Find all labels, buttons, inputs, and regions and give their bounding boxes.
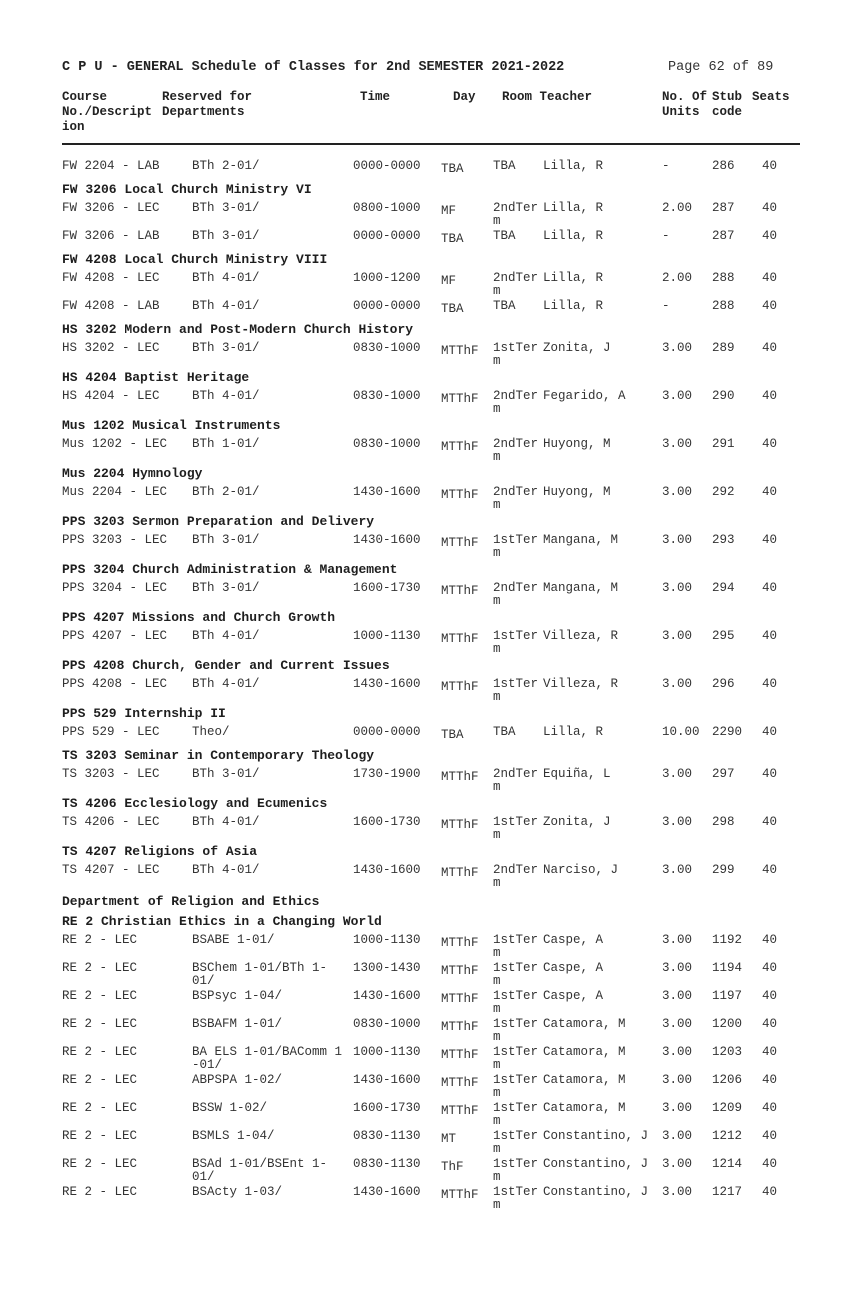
- cell-teacher: Huyong, M: [543, 485, 611, 499]
- cell-teacher: Caspe, A: [543, 961, 604, 975]
- cell-course: Mus 2204 - LEC: [62, 485, 168, 499]
- cell-course: RE 2 - LEC: [62, 1017, 138, 1031]
- cell-stub: 293: [712, 533, 735, 547]
- cell-units: 3.00: [662, 767, 693, 781]
- section-heading: TS 3203 Seminar in Contemporary Theology: [62, 748, 375, 763]
- cell-course: RE 2 - LEC: [62, 1101, 138, 1115]
- cell-teacher: Villeza, R: [543, 629, 619, 643]
- cell-room: 1stTer m: [493, 677, 539, 704]
- cell-units: -: [662, 299, 670, 313]
- cell-reserved: BSMLS 1-04/: [192, 1129, 275, 1143]
- cell-seats: 40: [762, 1129, 778, 1143]
- cell-day: MTThF: [441, 1048, 479, 1062]
- cell-room: 1stTer m: [493, 1185, 539, 1212]
- cell-teacher: Lilla, R: [543, 271, 604, 285]
- cell-reserved: BTh 3-01/: [192, 581, 260, 595]
- cell-course: TS 4207 - LEC: [62, 863, 160, 877]
- cell-reserved: BTh 4-01/: [192, 677, 260, 691]
- cell-teacher: Constantino, J: [543, 1157, 649, 1171]
- cell-course: RE 2 - LEC: [62, 1129, 138, 1143]
- cell-seats: 40: [762, 815, 778, 829]
- cell-reserved: BTh 1-01/: [192, 437, 260, 451]
- cell-stub: 1214: [712, 1157, 743, 1171]
- cell-teacher: Catamora, M: [543, 1045, 626, 1059]
- cell-room: 1stTer m: [493, 629, 539, 656]
- cell-units: -: [662, 159, 670, 173]
- cell-day: TBA: [441, 728, 464, 742]
- cell-time: 1430-1600: [353, 1073, 421, 1087]
- cell-seats: 40: [762, 961, 778, 975]
- cell-teacher: Catamora, M: [543, 1101, 626, 1115]
- cell-time: 1430-1600: [353, 863, 421, 877]
- cell-room: 2ndTer m: [493, 201, 539, 228]
- cell-day: MTThF: [441, 936, 479, 950]
- cell-day: MTThF: [441, 1076, 479, 1090]
- cell-units: 2.00: [662, 201, 693, 215]
- cell-reserved: BTh 3-01/: [192, 767, 260, 781]
- cell-stub: 287: [712, 201, 735, 215]
- cell-reserved: ABPSPA 1-02/: [192, 1073, 283, 1087]
- cell-units: 3.00: [662, 961, 693, 975]
- cell-seats: 40: [762, 677, 778, 691]
- cell-day: MF: [441, 204, 457, 218]
- cell-time: 1000-1130: [353, 1045, 421, 1059]
- cell-course: TS 4206 - LEC: [62, 815, 160, 829]
- cell-seats: 40: [762, 1157, 778, 1171]
- cell-seats: 40: [762, 229, 778, 243]
- cell-teacher: Lilla, R: [543, 299, 604, 313]
- cell-day: MTThF: [441, 992, 479, 1006]
- cell-units: 3.00: [662, 1129, 693, 1143]
- cell-course: PPS 3203 - LEC: [62, 533, 168, 547]
- cell-room: 2ndTer m: [493, 437, 539, 464]
- cell-day: MTThF: [441, 1020, 479, 1034]
- cell-seats: 40: [762, 159, 778, 173]
- cell-teacher: Lilla, R: [543, 159, 604, 173]
- cell-stub: 286: [712, 159, 735, 173]
- section-heading: PPS 3203 Sermon Preparation and Delivery: [62, 514, 375, 529]
- cell-seats: 40: [762, 341, 778, 355]
- cell-stub: 298: [712, 815, 735, 829]
- cell-reserved: BA ELS 1-01/BAComm 1 -01/: [192, 1045, 343, 1072]
- cell-room: 1stTer m: [493, 961, 539, 988]
- cell-teacher: Fegarido, A: [543, 389, 626, 403]
- cell-day: MTThF: [441, 584, 479, 598]
- cell-time: 1430-1600: [353, 485, 421, 499]
- cell-room: 1stTer m: [493, 1045, 539, 1072]
- cell-course: FW 4208 - LEC: [62, 271, 160, 285]
- cell-units: 3.00: [662, 1045, 693, 1059]
- cell-course: TS 3203 - LEC: [62, 767, 160, 781]
- cell-time: 0800-1000: [353, 201, 421, 215]
- section-heading: PPS 3204 Church Administration & Management: [62, 562, 398, 577]
- cell-reserved: BSSW 1-02/: [192, 1101, 268, 1115]
- cell-time: 0000-0000: [353, 725, 421, 739]
- cell-reserved: BTh 3-01/: [192, 201, 260, 215]
- cell-course: HS 3202 - LEC: [62, 341, 160, 355]
- cell-stub: 1192: [712, 933, 743, 947]
- cell-time: 1430-1600: [353, 1185, 421, 1199]
- cell-time: 1600-1730: [353, 815, 421, 829]
- cell-stub: 290: [712, 389, 735, 403]
- cell-room: 1stTer m: [493, 1157, 539, 1184]
- cell-seats: 40: [762, 989, 778, 1003]
- cell-time: 1300-1430: [353, 961, 421, 975]
- cell-reserved: BTh 3-01/: [192, 341, 260, 355]
- cell-teacher: Zonita, J: [543, 815, 611, 829]
- column-header-seats: Seats: [752, 90, 790, 104]
- cell-course: RE 2 - LEC: [62, 961, 138, 975]
- cell-time: 1000-1200: [353, 271, 421, 285]
- cell-day: MTThF: [441, 866, 479, 880]
- cell-units: 3.00: [662, 533, 693, 547]
- section-heading: HS 3202 Modern and Post-Modern Church History: [62, 322, 414, 337]
- section-heading: PPS 4208 Church, Gender and Current Issues: [62, 658, 390, 673]
- cell-course: FW 3206 - LAB: [62, 229, 160, 243]
- cell-room: TBA: [493, 229, 516, 243]
- cell-room: TBA: [493, 159, 516, 173]
- cell-reserved: BSPsyc 1-04/: [192, 989, 283, 1003]
- header-divider: [62, 143, 800, 145]
- cell-teacher: Constantino, J: [543, 1185, 649, 1199]
- section-heading: RE 2 Christian Ethics in a Changing World: [62, 914, 382, 929]
- cell-teacher: Mangana, M: [543, 533, 619, 547]
- cell-teacher: Villeza, R: [543, 677, 619, 691]
- cell-seats: 40: [762, 767, 778, 781]
- cell-room: 2ndTer m: [493, 389, 539, 416]
- cell-stub: 294: [712, 581, 735, 595]
- cell-time: 1730-1900: [353, 767, 421, 781]
- column-header-stub-code: Stub code: [712, 90, 743, 119]
- cell-day: MT: [441, 1132, 457, 1146]
- cell-stub: 1206: [712, 1073, 743, 1087]
- cell-stub: 297: [712, 767, 735, 781]
- cell-reserved: BTh 4-01/: [192, 271, 260, 285]
- cell-units: 3.00: [662, 815, 693, 829]
- cell-units: 3.00: [662, 1185, 693, 1199]
- cell-seats: 40: [762, 933, 778, 947]
- cell-day: MTThF: [441, 818, 479, 832]
- cell-stub: 1194: [712, 961, 743, 975]
- cell-units: 3.00: [662, 629, 693, 643]
- cell-course: HS 4204 - LEC: [62, 389, 160, 403]
- cell-time: 0830-1130: [353, 1129, 421, 1143]
- cell-stub: 2290: [712, 725, 743, 739]
- column-header-course: Course No./Descript ion: [62, 90, 153, 134]
- column-header-reserved-for: Reserved for Departments: [162, 90, 253, 119]
- cell-room: TBA: [493, 725, 516, 739]
- cell-stub: 296: [712, 677, 735, 691]
- section-heading: Department of Religion and Ethics: [62, 894, 320, 909]
- cell-units: 3.00: [662, 1017, 693, 1031]
- cell-stub: 1209: [712, 1101, 743, 1115]
- cell-reserved: BTh 4-01/: [192, 863, 260, 877]
- cell-course: PPS 3204 - LEC: [62, 581, 168, 595]
- cell-course: FW 3206 - LEC: [62, 201, 160, 215]
- cell-course: RE 2 - LEC: [62, 1157, 138, 1171]
- page-number: Page 62 of 89: [668, 60, 774, 75]
- cell-seats: 40: [762, 1101, 778, 1115]
- cell-stub: 295: [712, 629, 735, 643]
- cell-day: MTThF: [441, 536, 479, 550]
- cell-day: TBA: [441, 162, 464, 176]
- section-heading: TS 4206 Ecclesiology and Ecumenics: [62, 796, 328, 811]
- cell-room: 1stTer m: [493, 933, 539, 960]
- cell-teacher: Huyong, M: [543, 437, 611, 451]
- cell-time: 1000-1130: [353, 629, 421, 643]
- cell-time: 1430-1600: [353, 677, 421, 691]
- cell-seats: 40: [762, 1073, 778, 1087]
- cell-reserved: Theo/: [192, 725, 230, 739]
- cell-seats: 40: [762, 863, 778, 877]
- cell-room: 1stTer m: [493, 1129, 539, 1156]
- cell-time: 1430-1600: [353, 989, 421, 1003]
- cell-teacher: Zonita, J: [543, 341, 611, 355]
- cell-teacher: Catamora, M: [543, 1017, 626, 1031]
- cell-units: 3.00: [662, 485, 693, 499]
- cell-room: 1stTer m: [493, 1017, 539, 1044]
- cell-units: 3.00: [662, 677, 693, 691]
- cell-day: TBA: [441, 232, 464, 246]
- cell-day: MTThF: [441, 344, 479, 358]
- cell-room: 2ndTer m: [493, 581, 539, 608]
- cell-reserved: BSBAFM 1-01/: [192, 1017, 283, 1031]
- cell-units: 3.00: [662, 389, 693, 403]
- cell-day: ThF: [441, 1160, 464, 1174]
- cell-seats: 40: [762, 299, 778, 313]
- cell-units: 3.00: [662, 933, 693, 947]
- cell-course: FW 2204 - LAB: [62, 159, 160, 173]
- cell-stub: 287: [712, 229, 735, 243]
- section-heading: PPS 4207 Missions and Church Growth: [62, 610, 336, 625]
- cell-course: FW 4208 - LAB: [62, 299, 160, 313]
- cell-units: 2.00: [662, 271, 693, 285]
- section-heading: FW 4208 Local Church Ministry VIII: [62, 252, 328, 267]
- page-title: C P U - GENERAL Schedule of Classes for 2nd SEMESTER 2021-2022: [62, 60, 565, 75]
- cell-stub: 291: [712, 437, 735, 451]
- cell-seats: 40: [762, 485, 778, 499]
- cell-time: 0000-0000: [353, 229, 421, 243]
- cell-stub: 1203: [712, 1045, 743, 1059]
- section-heading: HS 4204 Baptist Heritage: [62, 370, 250, 385]
- cell-seats: 40: [762, 389, 778, 403]
- cell-units: 3.00: [662, 989, 693, 1003]
- cell-course: RE 2 - LEC: [62, 1073, 138, 1087]
- cell-stub: 292: [712, 485, 735, 499]
- cell-day: MTThF: [441, 488, 479, 502]
- cell-time: 0830-1000: [353, 1017, 421, 1031]
- cell-units: 3.00: [662, 341, 693, 355]
- cell-room: 2ndTer m: [493, 863, 539, 890]
- cell-units: -: [662, 229, 670, 243]
- cell-teacher: Mangana, M: [543, 581, 619, 595]
- section-heading: PPS 529 Internship II: [62, 706, 226, 721]
- cell-day: MTThF: [441, 1104, 479, 1118]
- cell-day: MTThF: [441, 964, 479, 978]
- cell-units: 3.00: [662, 581, 693, 595]
- cell-time: 0830-1000: [353, 341, 421, 355]
- column-header-units: No. Of Units: [662, 90, 708, 119]
- cell-reserved: BSAd 1-01/BSEnt 1- 01/: [192, 1157, 328, 1184]
- cell-room: 1stTer m: [493, 341, 539, 368]
- section-heading: Mus 2204 Hymnology: [62, 466, 203, 481]
- cell-units: 3.00: [662, 1073, 693, 1087]
- cell-course: RE 2 - LEC: [62, 1185, 138, 1199]
- cell-seats: 40: [762, 201, 778, 215]
- cell-time: 1600-1730: [353, 1101, 421, 1115]
- cell-reserved: BTh 4-01/: [192, 629, 260, 643]
- cell-reserved: BSChem 1-01/BTh 1- 01/: [192, 961, 328, 988]
- cell-day: MTThF: [441, 770, 479, 784]
- cell-day: MF: [441, 274, 457, 288]
- column-header-time: Time: [360, 90, 391, 104]
- cell-room: 2ndTer m: [493, 485, 539, 512]
- cell-reserved: BTh 4-01/: [192, 815, 260, 829]
- cell-time: 1000-1130: [353, 933, 421, 947]
- cell-time: 1600-1730: [353, 581, 421, 595]
- cell-time: 0830-1130: [353, 1157, 421, 1171]
- cell-room: 1stTer m: [493, 533, 539, 560]
- cell-teacher: Lilla, R: [543, 229, 604, 243]
- cell-reserved: BTh 2-01/: [192, 159, 260, 173]
- cell-teacher: Caspe, A: [543, 989, 604, 1003]
- cell-stub: 289: [712, 341, 735, 355]
- cell-course: RE 2 - LEC: [62, 989, 138, 1003]
- cell-stub: 1197: [712, 989, 743, 1003]
- cell-units: 3.00: [662, 1157, 693, 1171]
- cell-day: TBA: [441, 302, 464, 316]
- cell-time: 1430-1600: [353, 533, 421, 547]
- section-heading: FW 3206 Local Church Ministry VI: [62, 182, 312, 197]
- column-header-room-teacher: Room Teacher: [502, 90, 593, 104]
- cell-seats: 40: [762, 1017, 778, 1031]
- cell-seats: 40: [762, 581, 778, 595]
- cell-seats: 40: [762, 271, 778, 285]
- section-heading: TS 4207 Religions of Asia: [62, 844, 258, 859]
- cell-units: 3.00: [662, 1101, 693, 1115]
- cell-course: RE 2 - LEC: [62, 933, 138, 947]
- column-header-day: Day: [453, 90, 476, 104]
- cell-time: 0830-1000: [353, 437, 421, 451]
- cell-course: PPS 529 - LEC: [62, 725, 160, 739]
- cell-room: 1stTer m: [493, 1073, 539, 1100]
- cell-units: 3.00: [662, 863, 693, 877]
- cell-stub: 1200: [712, 1017, 743, 1031]
- cell-seats: 40: [762, 437, 778, 451]
- cell-stub: 288: [712, 271, 735, 285]
- cell-room: 1stTer m: [493, 1101, 539, 1128]
- cell-course: PPS 4208 - LEC: [62, 677, 168, 691]
- cell-teacher: Equiña, L: [543, 767, 611, 781]
- cell-room: 1stTer m: [493, 989, 539, 1016]
- section-heading: Mus 1202 Musical Instruments: [62, 418, 281, 433]
- cell-teacher: Catamora, M: [543, 1073, 626, 1087]
- cell-day: MTThF: [441, 632, 479, 646]
- cell-day: MTThF: [441, 392, 479, 406]
- cell-teacher: Lilla, R: [543, 725, 604, 739]
- cell-teacher: Narciso, J: [543, 863, 619, 877]
- cell-reserved: BSActy 1-03/: [192, 1185, 283, 1199]
- cell-teacher: Lilla, R: [543, 201, 604, 215]
- cell-room: 2ndTer m: [493, 271, 539, 298]
- cell-reserved: BSABE 1-01/: [192, 933, 275, 947]
- cell-seats: 40: [762, 533, 778, 547]
- cell-reserved: BTh 4-01/: [192, 389, 260, 403]
- cell-reserved: BTh 3-01/: [192, 229, 260, 243]
- cell-stub: 299: [712, 863, 735, 877]
- cell-seats: 40: [762, 1045, 778, 1059]
- cell-time: 0000-0000: [353, 159, 421, 173]
- cell-time: 0830-1000: [353, 389, 421, 403]
- cell-units: 3.00: [662, 437, 693, 451]
- cell-seats: 40: [762, 1185, 778, 1199]
- cell-seats: 40: [762, 629, 778, 643]
- cell-day: MTThF: [441, 680, 479, 694]
- cell-reserved: BTh 3-01/: [192, 533, 260, 547]
- cell-reserved: BTh 2-01/: [192, 485, 260, 499]
- cell-stub: 1212: [712, 1129, 743, 1143]
- cell-teacher: Caspe, A: [543, 933, 604, 947]
- cell-day: MTThF: [441, 440, 479, 454]
- cell-units: 10.00: [662, 725, 700, 739]
- cell-stub: 1217: [712, 1185, 743, 1199]
- cell-course: PPS 4207 - LEC: [62, 629, 168, 643]
- cell-course: RE 2 - LEC: [62, 1045, 138, 1059]
- cell-time: 0000-0000: [353, 299, 421, 313]
- cell-day: MTThF: [441, 1188, 479, 1202]
- cell-course: Mus 1202 - LEC: [62, 437, 168, 451]
- cell-teacher: Constantino, J: [543, 1129, 649, 1143]
- cell-room: TBA: [493, 299, 516, 313]
- cell-room: 2ndTer m: [493, 767, 539, 794]
- cell-seats: 40: [762, 725, 778, 739]
- cell-room: 1stTer m: [493, 815, 539, 842]
- cell-stub: 288: [712, 299, 735, 313]
- cell-reserved: BTh 4-01/: [192, 299, 260, 313]
